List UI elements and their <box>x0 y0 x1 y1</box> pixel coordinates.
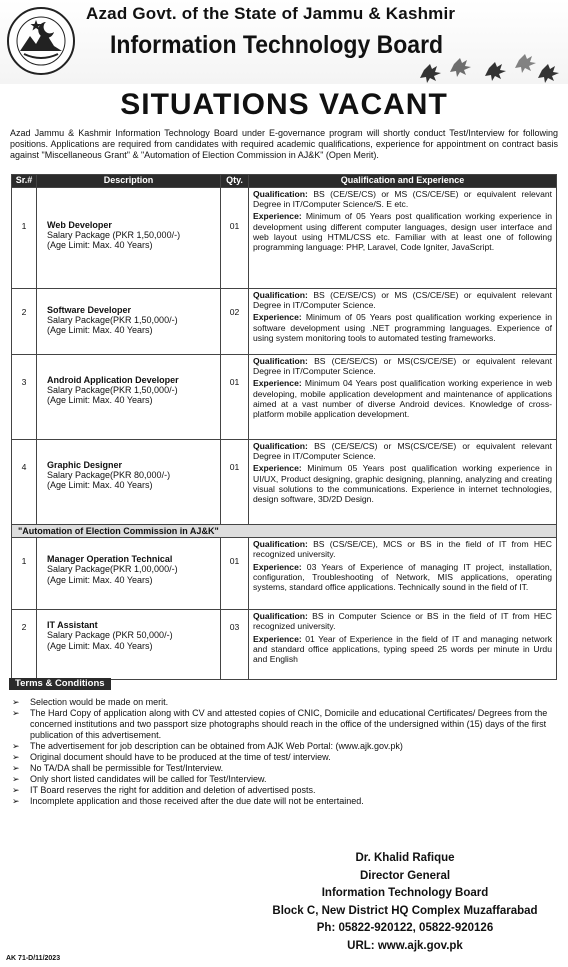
signatory-designation: Director General <box>359 869 451 882</box>
header-description: Description <box>37 175 221 188</box>
table-header-row <box>12 175 557 188</box>
terms-list <box>12 697 557 807</box>
term-text: Only short listed candidates will be called for Test/Interview. <box>30 774 267 784</box>
row-sr: 3 <box>12 355 37 440</box>
office-address: Block C, New District HQ Complex Muzaffarabad <box>272 904 538 917</box>
job-age-limit: (Age Limit: Max. 40 Years) <box>47 640 153 651</box>
arrow-bullet-icon: ➢ <box>12 796 20 806</box>
header-sr: Sr.# <box>12 175 37 188</box>
row-description <box>37 289 221 355</box>
list-item <box>12 752 557 763</box>
job-title: Web Developer <box>47 220 112 230</box>
experience-value: Minimum of 05 Years post qualification working experience in development using different computer languages, design user interface and web layout using HTML/CSS etc. Familiar with at least one of following programming language: PHP, Laravel, Code Igniter, JavaScript. <box>253 211 552 253</box>
ajk-emblem-logo <box>6 6 76 76</box>
experience-text <box>253 312 552 343</box>
qualification-label: Qualification: <box>253 356 308 366</box>
row-sr: 4 <box>12 440 37 525</box>
term-text: Incomplete application and those received after the due date will not be entertained. <box>30 796 364 806</box>
qualification-text <box>253 611 552 631</box>
experience-label: Experience: <box>253 463 302 474</box>
qualification-text <box>253 356 552 376</box>
experience-label: Experience: <box>253 211 302 222</box>
job-salary: Salary Package(PKR 1,00,000/-) <box>47 564 178 575</box>
qualification-label: Qualification: <box>253 539 308 550</box>
table-row <box>12 440 557 525</box>
list-item <box>12 785 557 796</box>
arrow-bullet-icon: ➢ <box>12 741 20 751</box>
experience-value: 03 Years of Experience of managing IT project, installation, configuration, Troubleshooting of Network, MIS applications, operating systems, standard office applications. Technically sound in the field of IT. <box>253 561 552 593</box>
page-title: SITUATIONS VACANT <box>120 88 448 121</box>
list-item <box>12 697 557 708</box>
qualification-value: BS (CE/SE/CS) or MS (CS/CE/SE) or equivalent relevant Degree in IT/Computer Science. <box>253 290 553 311</box>
intro-paragraph: Azad Jammu & Kashmir Information Technology Board under E-governance program will shortly conduct Test/Interview for following positions. Applications are required from candidates with required academic qualifications, experience for appointment on contract basis against "Miscellaneous Grant" & "Automation of Election Commission in AJ&K" (Open Merit). <box>10 128 558 160</box>
job-salary: Salary Package(PKR 80,000/-) <box>47 470 171 481</box>
job-salary: Salary Package(PKR 1,50,000/-) <box>47 385 178 396</box>
row-sr: 1 <box>12 538 37 610</box>
experience-text <box>253 378 552 419</box>
term-text: IT Board reserves the right for addition and deletion of advertised posts. <box>30 785 316 795</box>
experience-label: Experience: <box>253 633 302 644</box>
experience-value: Minimum of 05 Years post qualification working experience in software development using .NET programming languages. Experience of using system monitoring tools to automated testing frameworks. <box>253 312 552 343</box>
experience-value: 01 Year of Experience in the field of IT and managing network and standard office applications, typing speed 25 words per minute in Urdu and English <box>253 633 552 665</box>
job-salary: Salary Package (PKR 50,000/-) <box>47 630 173 641</box>
header-qualification: Qualification and Experience <box>249 175 557 188</box>
term-text: Original document should have to be produced at the time of test/ interview. <box>30 752 331 762</box>
list-item <box>12 741 557 752</box>
chinar-leaves-decoration <box>414 50 564 84</box>
row-description <box>37 188 221 289</box>
section-row <box>12 525 557 538</box>
list-item <box>12 774 557 785</box>
qualification-text <box>253 290 552 310</box>
row-description <box>37 610 221 680</box>
job-salary: Salary Package (PKR 1,50,000/-) <box>47 230 181 241</box>
signature-block <box>255 850 555 955</box>
list-item <box>12 708 557 741</box>
qualification-value: BS in Computer Science or BS in the field of IT from HEC recognized university. <box>253 611 552 632</box>
term-text: Selection would be made on merit. <box>30 697 169 707</box>
qualification-value: BS (CE/SE/CS) or MS(CS/CE/SE) or equivalent relevant Degree in IT/Computer Science. <box>253 356 552 377</box>
qualification-text <box>253 441 552 461</box>
row-qualification <box>249 610 557 680</box>
job-title: Android Application Developer <box>47 375 179 385</box>
qualification-value: BS (CE/SE/CS) or MS (CS/CE/SE) or equivalent relevant Degree in IT/Computer Science/S. E etc. <box>253 189 553 210</box>
job-salary: Salary Package(PKR 1,50,000/-) <box>47 315 178 326</box>
experience-text <box>253 562 552 593</box>
table-row <box>12 538 557 610</box>
row-sr: 2 <box>12 289 37 355</box>
row-sr: 1 <box>12 188 37 289</box>
qualification-label: Qualification: <box>253 189 308 199</box>
experience-label: Experience: <box>253 312 302 323</box>
row-qualification <box>249 188 557 289</box>
signatory-name: Dr. Khalid Rafique <box>355 852 455 864</box>
job-title: Graphic Designer <box>47 460 123 470</box>
row-qualification <box>249 289 557 355</box>
experience-value: Minimum 05 Years post qualification working experience in UI/UX, Product designing, graphic designing, planning, analyzing and creating visual solutions to the communications. Experience in internet technologies, design software, 3D/2D Design. <box>253 463 552 505</box>
job-title: IT Assistant <box>47 620 98 631</box>
arrow-bullet-icon: ➢ <box>12 785 20 795</box>
term-text: No TA/DA shall be permissible for Test/Interview. <box>30 763 224 773</box>
experience-value: Minimum 04 Years post qualification working experience in web developing, mobile application development and maintenance of applications aimed at a vast number of diverse Android devices. Knowledge of cross-platform mobile application development. <box>253 378 552 420</box>
arrow-bullet-icon: ➢ <box>12 774 20 784</box>
row-description <box>37 538 221 610</box>
row-description <box>37 355 221 440</box>
job-age-limit: (Age Limit: Max. 40 Years) <box>47 480 153 491</box>
qualification-value: BS (CS/SE/CE), MCS or BS in the field of IT from HEC recognized university. <box>253 539 552 560</box>
job-age-limit: (Age Limit: Max. 40 Years) <box>47 325 153 336</box>
experience-label: Experience: <box>253 378 302 389</box>
row-qty: 03 <box>221 610 249 680</box>
table-row <box>12 355 557 440</box>
list-item <box>12 763 557 774</box>
row-qualification <box>249 538 557 610</box>
office-name: Information Technology Board <box>321 887 489 899</box>
row-description <box>37 440 221 525</box>
table-row <box>12 188 557 289</box>
row-sr: 2 <box>12 610 37 680</box>
row-qty: 01 <box>221 538 249 610</box>
row-qty: 01 <box>221 440 249 525</box>
experience-label: Experience: <box>253 561 302 572</box>
jobs-table <box>11 174 557 680</box>
job-age-limit: (Age Limit: Max. 40 Years) <box>47 240 153 251</box>
qualification-text <box>253 539 552 559</box>
section-title: "Automation of Election Commission in AJ&K" <box>12 525 557 538</box>
board-name: Information Technology Board <box>110 30 444 59</box>
list-item <box>12 796 557 807</box>
experience-text <box>253 634 552 665</box>
row-qualification <box>249 440 557 525</box>
qualification-label: Qualification: <box>253 611 308 622</box>
header-qty: Qty. <box>221 175 249 188</box>
office-url: URL: www.ajk.gov.pk <box>347 939 463 952</box>
experience-text <box>253 211 552 252</box>
row-qty: 02 <box>221 289 249 355</box>
job-age-limit: (Age Limit: Max. 40 Years) <box>47 395 153 406</box>
row-qualification <box>249 355 557 440</box>
office-phone: Ph: 05822-920122, 05822-920126 <box>316 922 494 934</box>
qualification-label: Qualification: <box>253 290 308 300</box>
table-row <box>12 610 557 680</box>
org-name: Azad Govt. of the State of Jammu & Kashmir <box>86 4 456 23</box>
experience-text <box>253 463 552 504</box>
arrow-bullet-icon: ➢ <box>12 752 20 762</box>
header <box>0 0 568 84</box>
job-title: Manager Operation Technical <box>47 554 173 565</box>
table-row <box>12 289 557 355</box>
qualification-value: BS (CE/SE/CS) or MS(CS/CE/SE) or equivalent relevant Degree in IT/Computer Science. <box>253 441 552 462</box>
reference-number: AK 71-D/11/2023 <box>6 955 61 962</box>
qualification-label: Qualification: <box>253 441 308 451</box>
job-age-limit: (Age Limit: Max. 40 Years) <box>47 574 153 585</box>
qualification-text <box>253 189 552 209</box>
job-title: Software Developer <box>47 305 132 315</box>
term-text: The Hard Copy of application along with CV and attested copies of CNIC, Domicile and educational Certificates/ Degrees from the concerned institutions and two passport size photographs should reach in the office of the undersigned within (15) days of the first publication of this advertisement. <box>30 708 548 740</box>
term-text: The advertisement for job description can be obtained from AJK Web Portal: (www.ajk.gov.pk) <box>30 741 403 751</box>
row-qty: 01 <box>221 355 249 440</box>
arrow-bullet-icon: ➢ <box>12 697 20 707</box>
terms-heading: Terms & Conditions <box>9 678 111 690</box>
row-qty: 01 <box>221 188 249 289</box>
arrow-bullet-icon: ➢ <box>12 763 20 773</box>
arrow-bullet-icon: ➢ <box>12 708 20 718</box>
